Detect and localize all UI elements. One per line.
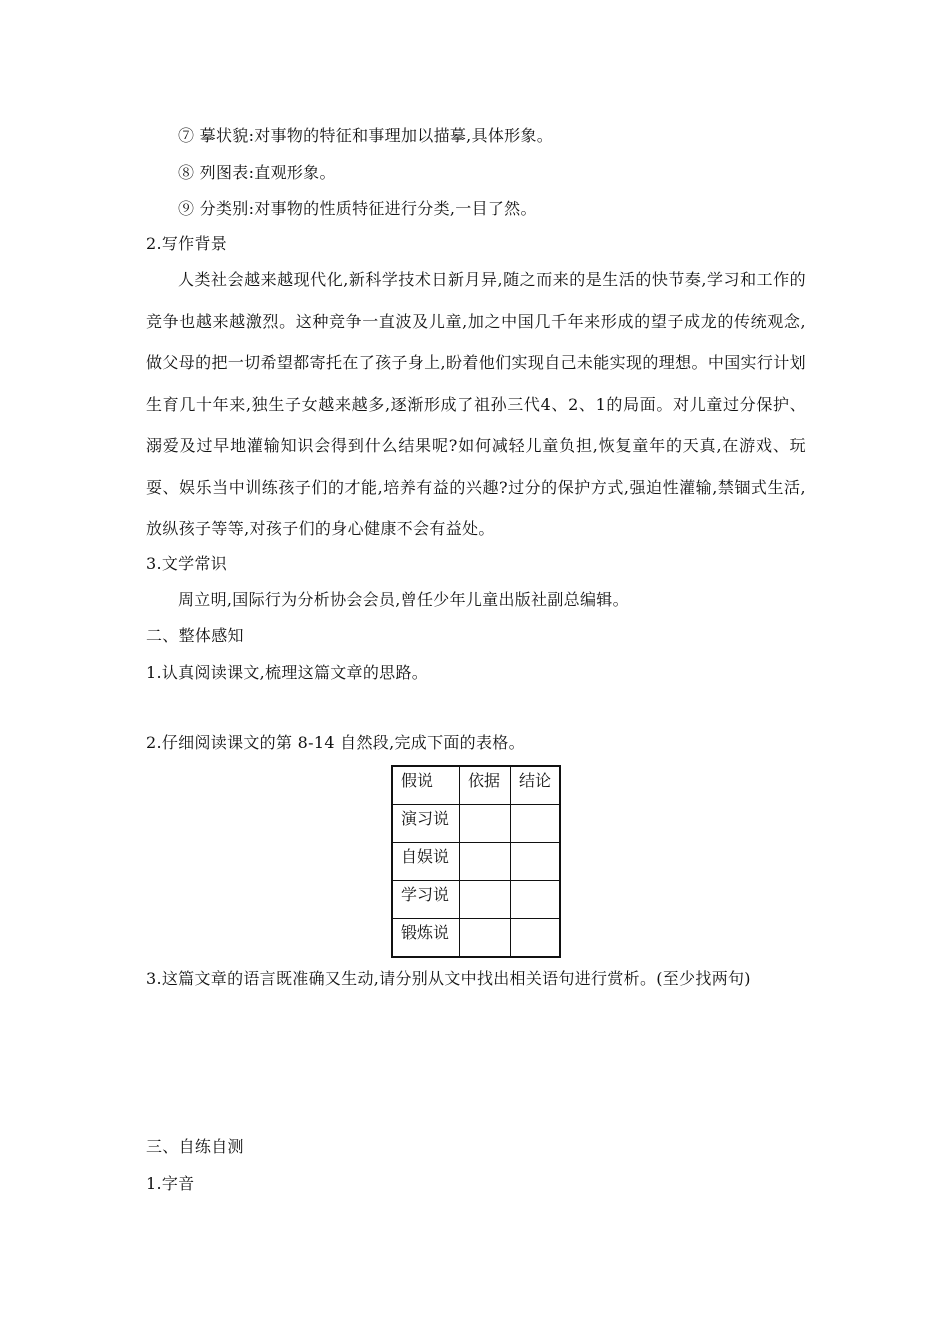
table-cell: 学习说 [392, 881, 460, 919]
question-3: 3.这篇文章的语言既准确又生动,请分别从文中找出相关语句进行赏析。(至少找两句) [146, 969, 751, 988]
literature-paragraph: 周立明,国际行为分析协会会员,曾任少年儿童出版社副总编辑。 [178, 590, 629, 609]
background-paragraph: 人类社会越来越现代化,新科学技术日新月异,随之而来的是生活的快节奏,学习和工作的竞争也越来越激烈。这种竞争一直波及儿童,加之中国几千年来形成的望子成龙的传统观念,做父母的把一切希望都寄托在了孩子身上,盼着他们实现自己未能实现的理想。中国实行计划生育几十年来,独生子女越来越多,逐渐形成了祖孙三代4、2、1的局面。对儿童过分保护、溺爱及过早地灌输知识会得到什么结果呢?如何减轻儿童负担,恢复童年的天真,在游戏、玩耍、娱乐当中训练孩子们的才能,培养有益的兴趣?过分的保护方式,强迫性灌输,禁锢式生活,放纵孩子等等,对孩子们的身心健康不会有益处。 [146, 270, 806, 538]
table-cell: 演习说 [392, 805, 460, 843]
table-cell[interactable] [460, 843, 511, 881]
part-heading-overview: 二、整体感知 [146, 626, 244, 645]
table-cell[interactable] [511, 805, 561, 843]
table-cell[interactable] [460, 805, 511, 843]
intro-item-7: ⑦ 摹状貌:对事物的特征和事理加以描摹,具体形象。 [178, 126, 554, 145]
question-2: 2.仔细阅读课文的第 8-14 自然段,完成下面的表格。 [146, 733, 525, 752]
table-header-cell: 结论 [511, 766, 561, 805]
table-cell[interactable] [511, 843, 561, 881]
hypothesis-table [391, 765, 561, 958]
table-cell: 自娱说 [392, 843, 460, 881]
section-heading-literature: 3.文学常识 [146, 554, 228, 573]
table-header-cell: 假说 [392, 766, 460, 805]
table-row [392, 881, 560, 919]
table-cell[interactable] [460, 881, 511, 919]
table-cell[interactable] [511, 881, 561, 919]
table-cell: 锻炼说 [392, 919, 460, 958]
table-row [392, 919, 560, 958]
table-header-row [392, 766, 560, 805]
table-cell[interactable] [460, 919, 511, 958]
table-row [392, 843, 560, 881]
table-header-cell: 依据 [460, 766, 511, 805]
intro-item-8: ⑧ 列图表:直观形象。 [178, 163, 336, 182]
part-heading-self-test: 三、自练自测 [146, 1137, 244, 1156]
question-1: 1.认真阅读课文,梳理这篇文章的思路。 [146, 663, 429, 682]
self-test-item-pronunciation: 1.字音 [146, 1174, 195, 1193]
intro-item-9: ⑨ 分类别:对事物的性质特征进行分类,一目了然。 [178, 199, 537, 218]
section-heading-background: 2.写作背景 [146, 234, 228, 253]
table-cell[interactable] [511, 919, 561, 958]
table-row [392, 805, 560, 843]
